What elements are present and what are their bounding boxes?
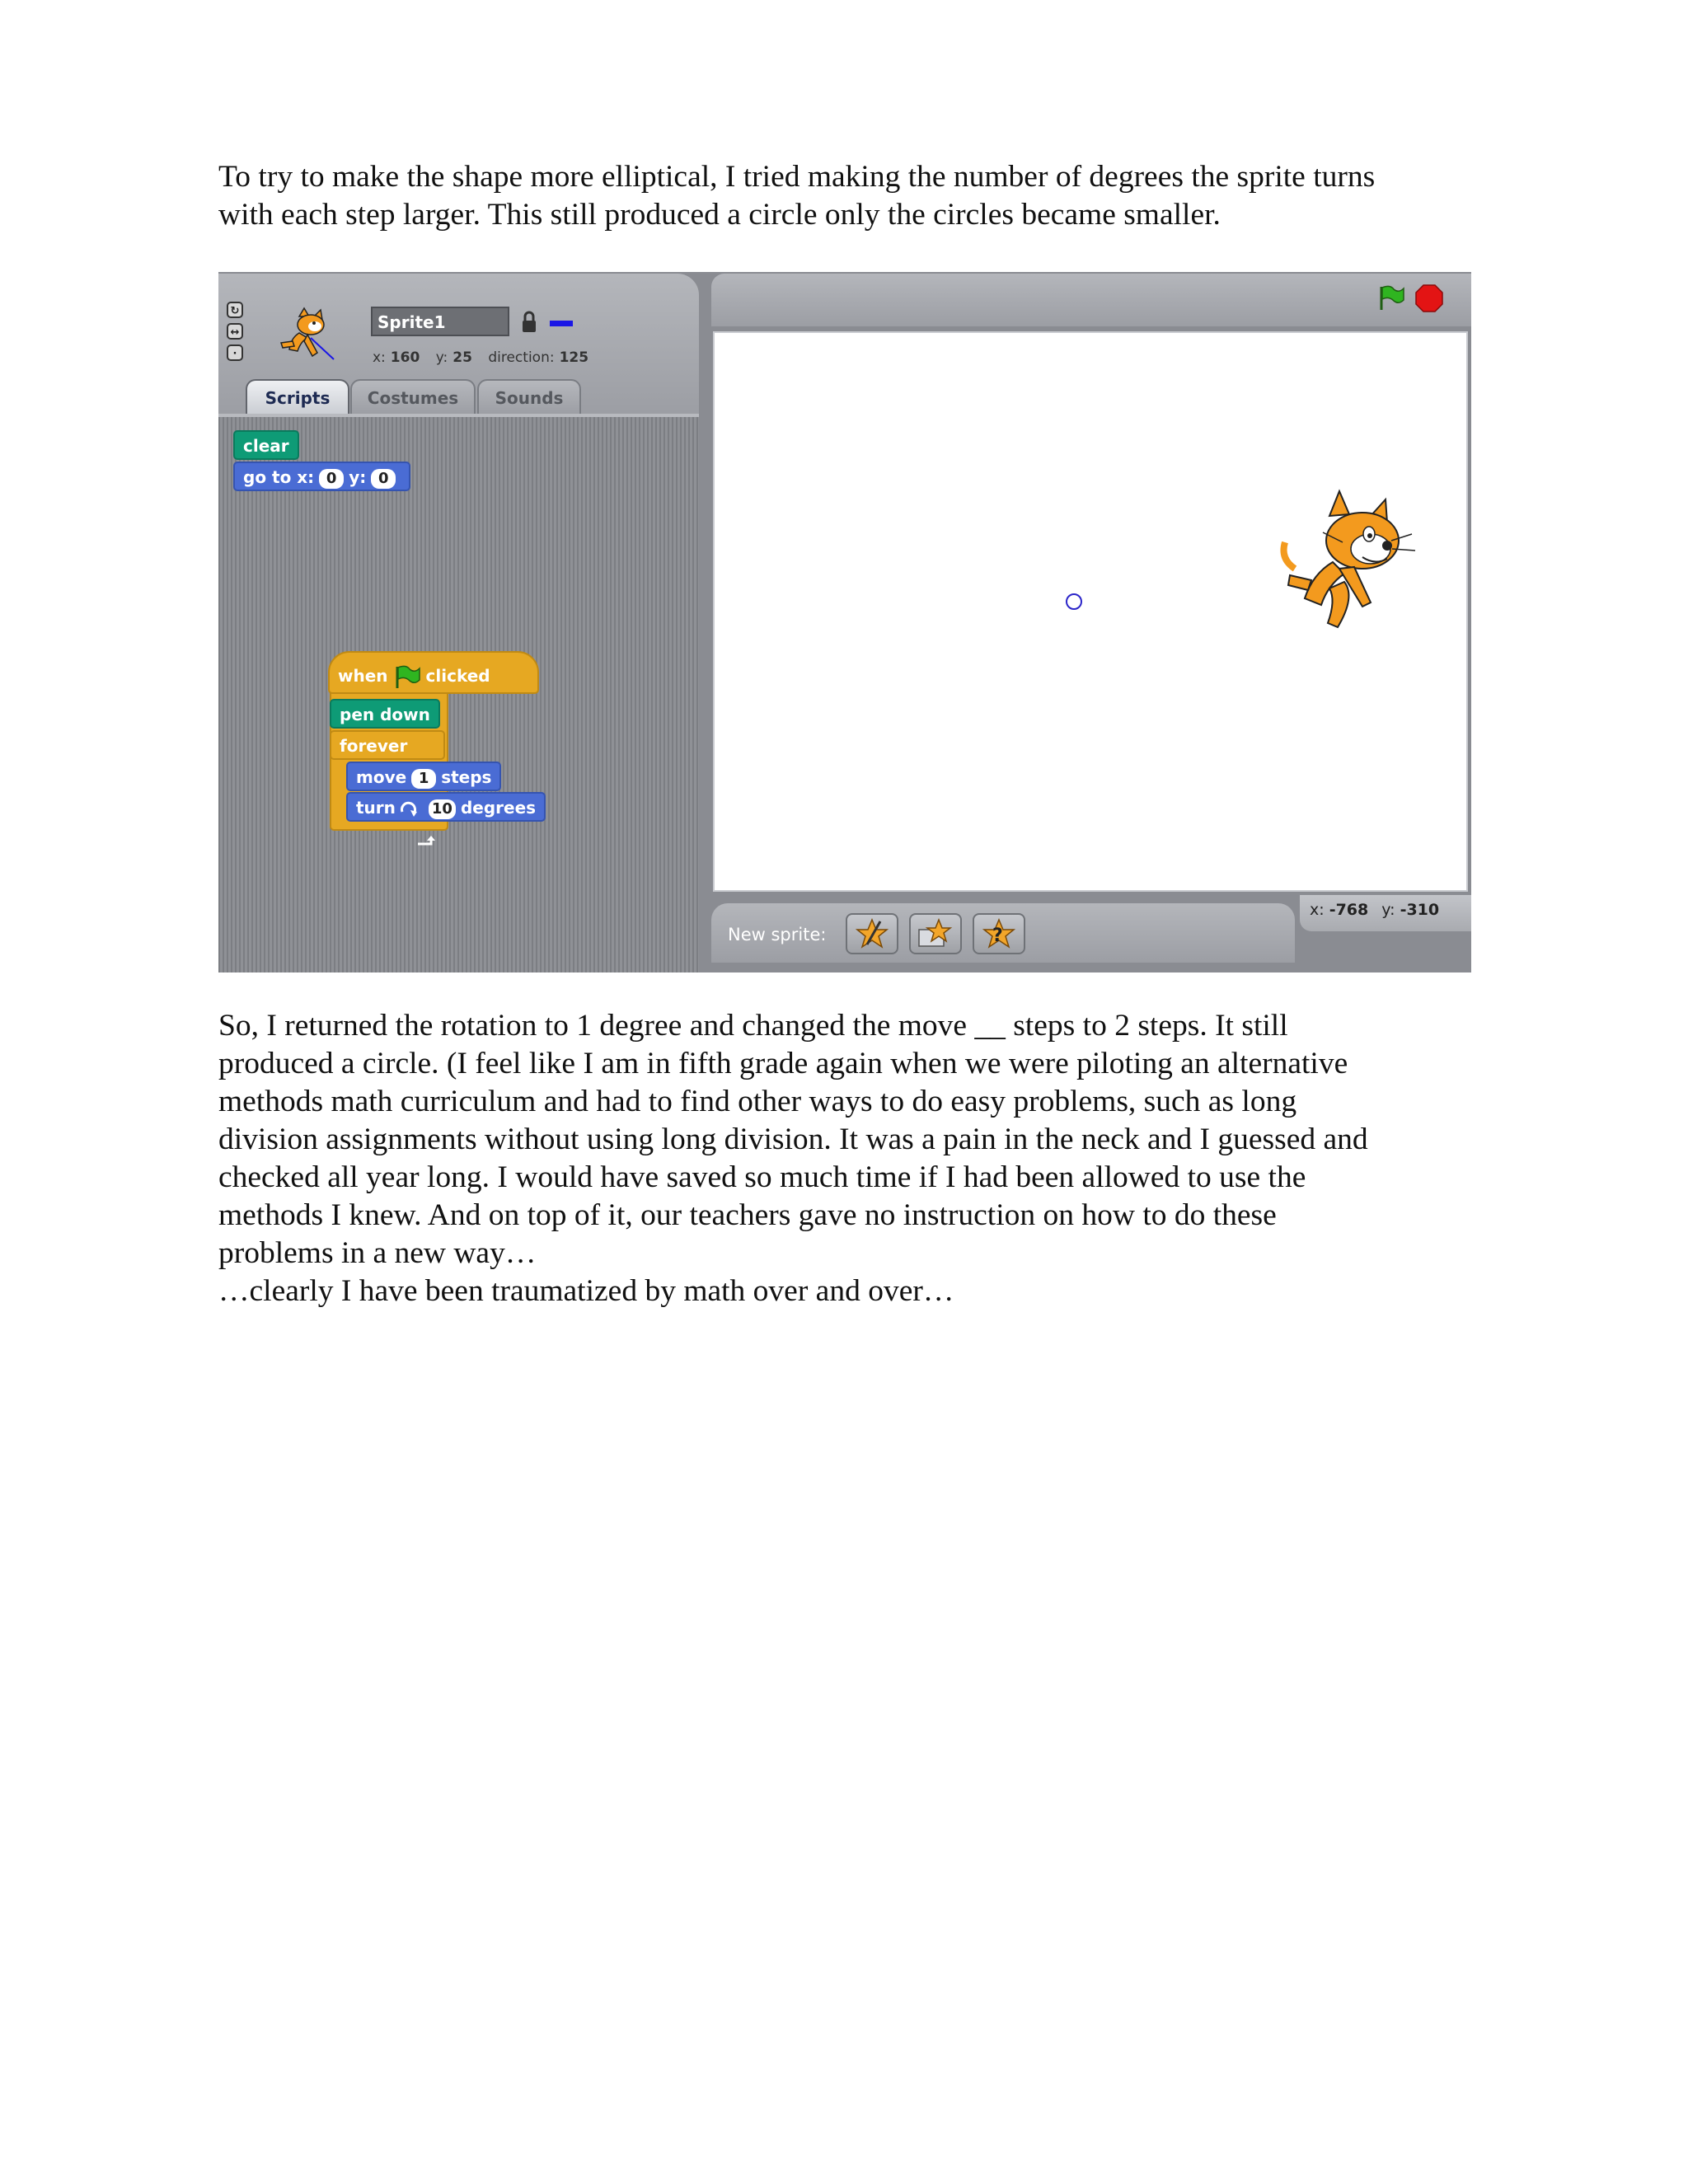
text-line: methods I knew. And on top of it, our teachers gave no instruction on how to do these bbox=[218, 1198, 1277, 1232]
turn-label: turn bbox=[356, 798, 396, 818]
mouse-y-value: -310 bbox=[1400, 901, 1440, 919]
green-flag-icon[interactable] bbox=[1376, 284, 1406, 313]
go-to-x-input[interactable]: 0 bbox=[319, 469, 344, 489]
text-line: To try to make the shape more elliptical, I tried making the number of degrees the sprite turns bbox=[218, 160, 1376, 194]
text-line: methods math curriculum and had to find other ways to do easy problems, such as long bbox=[218, 1085, 1297, 1118]
sprite-name-field[interactable]: Sprite1 bbox=[371, 307, 509, 336]
text-line: division assignments without using long division. It was a pain in the neck and I guessed and bbox=[218, 1122, 1368, 1156]
tab-costumes[interactable]: Costumes bbox=[350, 379, 476, 415]
mouse-coordinates bbox=[1300, 895, 1471, 931]
turn-clockwise-icon bbox=[399, 800, 420, 818]
stop-sign-icon[interactable] bbox=[1414, 284, 1444, 313]
forever-label: forever bbox=[340, 736, 408, 756]
clear-block-label: clear bbox=[243, 436, 289, 456]
loop-arrow-icon bbox=[416, 836, 436, 847]
text-line: produced a circle. (I feel like I am in fifth grade again when we were piloting an alternative bbox=[218, 1047, 1348, 1080]
clicked-label: clicked bbox=[425, 666, 490, 686]
tab-scripts[interactable]: Scripts bbox=[246, 379, 349, 415]
text-line: problems in a new way… bbox=[218, 1236, 537, 1270]
paragraph-intro bbox=[218, 158, 1479, 234]
text-line: checked all year long. I would have saved so much time if I had been allowed to use the bbox=[218, 1160, 1306, 1194]
text-line: …clearly I have been traumatized by math over and over… bbox=[218, 1274, 954, 1308]
degrees-label: degrees bbox=[460, 798, 537, 818]
surprise-star-icon bbox=[974, 915, 1024, 953]
direction-label: direction: bbox=[488, 349, 555, 366]
forever-block[interactable] bbox=[330, 730, 445, 760]
turn-degrees-input[interactable]: 10 bbox=[429, 799, 456, 819]
paragraph-followup bbox=[218, 1007, 1479, 1310]
stage-header bbox=[711, 274, 1471, 326]
paint-new-sprite-button[interactable] bbox=[846, 913, 898, 954]
steps-label: steps bbox=[441, 767, 492, 787]
green-flag-icon bbox=[393, 665, 421, 690]
stage-cat-sprite-icon[interactable] bbox=[1247, 483, 1420, 656]
go-to-y-input[interactable]: 0 bbox=[371, 469, 396, 489]
new-sprite-label: New sprite: bbox=[728, 925, 827, 944]
text-line: with each step larger. This still produced a circle only the circles became smaller. bbox=[218, 198, 1221, 232]
turn-degrees-block[interactable] bbox=[346, 792, 546, 822]
rotate-icon[interactable]: ↻ bbox=[227, 302, 243, 318]
move-steps-block[interactable] bbox=[346, 762, 501, 791]
when-label: when bbox=[338, 666, 388, 686]
choose-new-sprite-button[interactable] bbox=[909, 913, 962, 954]
random-new-sprite-button[interactable] bbox=[973, 913, 1025, 954]
go-to-y-label: y: bbox=[349, 467, 367, 487]
flip-horizontal-icon[interactable]: ↔ bbox=[227, 323, 243, 340]
rotation-style-buttons bbox=[227, 302, 245, 366]
pen-drawn-circle bbox=[1066, 593, 1082, 610]
y-value: 25 bbox=[452, 349, 472, 366]
pen-down-block[interactable] bbox=[330, 699, 440, 729]
scratch-screenshot bbox=[218, 272, 1471, 972]
mouse-x-value: -768 bbox=[1329, 901, 1369, 919]
sprite-info-panel bbox=[218, 274, 699, 414]
text-line: So, I returned the rotation to 1 degree and changed the move __ steps to 2 steps. It still bbox=[218, 1009, 1288, 1043]
paint-star-icon bbox=[847, 915, 897, 953]
x-value: 160 bbox=[390, 349, 420, 366]
new-sprite-bar bbox=[711, 903, 1295, 963]
go-to-label: go to x: bbox=[243, 467, 315, 487]
when-flag-clicked-block[interactable] bbox=[328, 651, 539, 694]
svg-text:?: ? bbox=[992, 926, 1003, 946]
mouse-x-label: x: bbox=[1310, 901, 1325, 919]
move-steps-input[interactable]: 1 bbox=[411, 769, 436, 789]
move-label: move bbox=[356, 767, 407, 787]
stage-canvas[interactable] bbox=[713, 331, 1468, 892]
lock-icon[interactable] bbox=[521, 310, 537, 335]
y-label: y: bbox=[435, 349, 448, 366]
sprite-stats bbox=[373, 349, 600, 366]
stage-footer bbox=[711, 895, 1471, 972]
go-to-xy-block[interactable] bbox=[233, 462, 410, 491]
scripts-area[interactable] bbox=[218, 414, 699, 972]
direction-value: 125 bbox=[559, 349, 589, 366]
pen-color-swatch bbox=[550, 321, 573, 326]
folder-star-icon bbox=[911, 915, 960, 953]
x-label: x: bbox=[373, 349, 386, 366]
sprite-thumbnail-cat-icon[interactable] bbox=[274, 305, 340, 364]
mouse-y-label: y: bbox=[1381, 901, 1395, 919]
no-rotate-icon[interactable]: · bbox=[227, 344, 243, 361]
clear-block[interactable] bbox=[233, 430, 299, 460]
tab-sounds[interactable]: Sounds bbox=[477, 379, 581, 415]
pen-down-label: pen down bbox=[340, 705, 430, 724]
